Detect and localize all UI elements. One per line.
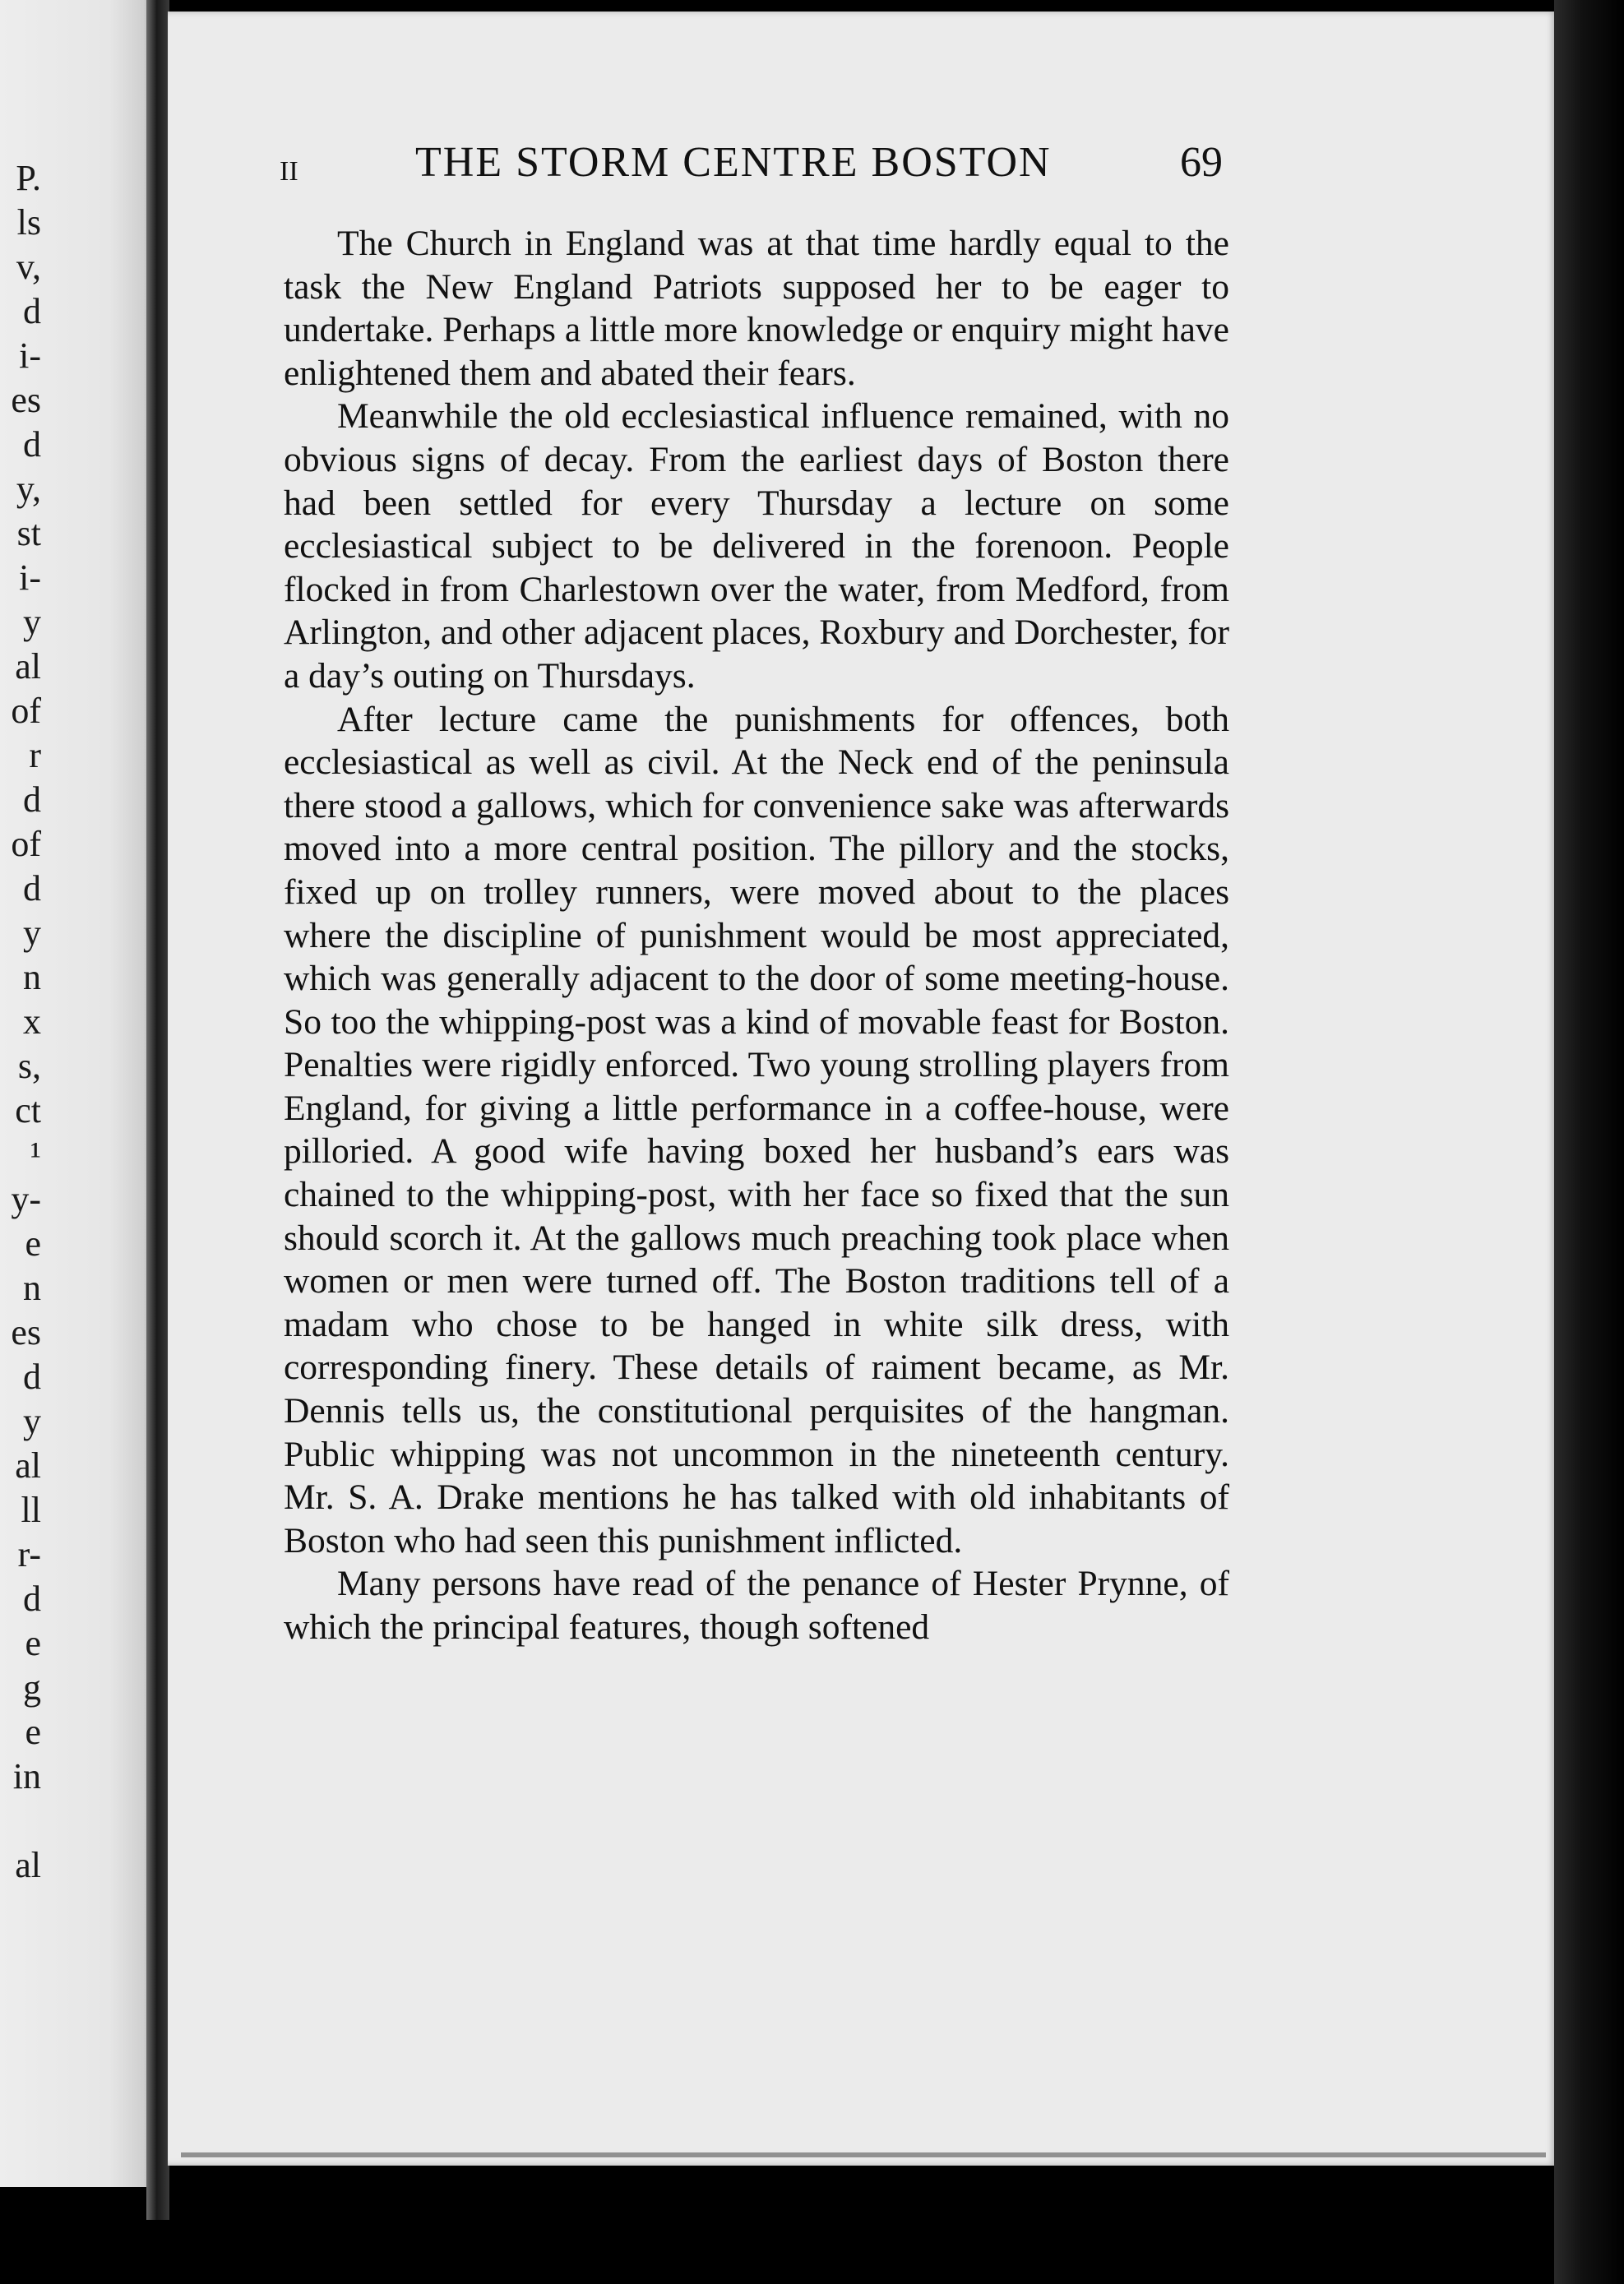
left-margin-fragment: i- — [19, 557, 41, 598]
left-margin-fragment: e — [25, 1712, 41, 1752]
running-head-title: THE STORM CENTRE BOSTON — [415, 139, 1052, 186]
left-margin-fragment: y- — [11, 1179, 41, 1219]
left-margin-fragment: of — [11, 691, 41, 731]
paragraph: After lecture came the punishments for offences, both ecclesiastical as well as civil. At the Neck end of the peninsula there stood a gallows, which for convenience sake was afterwards moved into a more central position. The pillory and the stocks, fixed up on trolley runners, were moved about to the places where the discipline of punishment would be most appreciated, which was generally adjacent to the door of some meeting-house. So too the whipping-post was a kind of movable feast for Boston. Penalties were rigidly enforced. Two young strolling players from England, for giving a little performance in a coffee-house, were pilloried. A good wife having boxed her husband’s ears was chained to the whipping-post, with her face so fixed that the sun should scorch it. At the gallows much preaching took place when women or men were turned off. The Boston traditions tell of a madam who chose to be hanged in white silk dress, with corresponding finery. These details of raiment became, as Mr. Dennis tells us, the constitutional perquisites of the hangman. Public whipping was not uncommon in the nineteenth century. Mr. S. A. Drake mentions he has talked with old inhabitants of Boston who had seen this punishment inflicted. — [284, 699, 1229, 1560]
paragraph: Meanwhile the old ecclesiastical influence remained, with no obvious signs of decay. From the earliest days of Boston there had been settled for every Thursday a lecture on some ecclesiastical subject to be delivered in the forenoon. People flocked in from Charlestown over the water, from Medford, from Arlington, and other adjacent places, Roxbury and Dorchester, for a day’s outing on Thursdays. — [284, 396, 1229, 696]
left-margin-fragment: al — [15, 646, 41, 687]
left-margin-fragment: al — [15, 1445, 41, 1486]
left-margin-fragment — [0, 1799, 41, 1843]
left-margin-fragment: d — [23, 1357, 41, 1397]
left-margin-fragment: n — [23, 957, 41, 997]
left-margin-fragment: y, — [16, 469, 41, 509]
running-head — [280, 138, 1233, 204]
left-margin-fragment: d — [23, 868, 41, 909]
left-margin-fragment: ct — [15, 1090, 41, 1130]
facing-page-left — [0, 0, 156, 2187]
left-margin-fragment: ¹ — [30, 1135, 41, 1175]
left-margin-fragment: y — [23, 1401, 41, 1441]
paragraph: The Church in England was at that time hardly equal to the task the New England Patriots supposed her to be eager to undertake. Perhaps a little more knowledge or enquiry might have enlightened them and abated their fears. — [284, 224, 1229, 393]
left-margin-fragment: e — [25, 1223, 41, 1264]
left-margin-fragment: d — [23, 424, 41, 465]
left-margin-fragment: ls — [16, 202, 41, 243]
left-margin-fragment: g — [23, 1667, 41, 1708]
page-number: 69 — [1180, 139, 1223, 186]
left-margin-fragment: s, — [17, 1046, 41, 1086]
left-margin-fragment: v, — [16, 247, 41, 287]
paragraph: Many persons have read of the penance of Hester Prynne, of which the principal features, though softened — [284, 1564, 1229, 1647]
left-margin-fragment: i- — [19, 335, 41, 376]
left-margin-fragment: es — [11, 380, 41, 420]
left-margin-fragment: of — [11, 824, 41, 864]
left-margin-fragment: st — [16, 513, 41, 553]
page-right-shadow — [1554, 0, 1624, 2284]
left-margin-fragment: al — [15, 1845, 41, 1885]
left-margin-fragment: es — [11, 1312, 41, 1352]
chapter-number: II — [280, 156, 298, 187]
left-margin-fragment: y — [23, 602, 41, 642]
left-margin-fragment: ll — [21, 1490, 41, 1530]
left-margin-fragment: r- — [17, 1534, 41, 1574]
page-bottom-edge — [181, 2152, 1546, 2157]
book-gutter — [146, 0, 169, 2220]
left-page-margin-fragments — [0, 156, 41, 1888]
left-margin-fragment: in — [12, 1756, 41, 1796]
left-margin-fragment: d — [23, 779, 41, 820]
left-margin-fragment: r — [29, 735, 41, 775]
left-margin-fragment: d — [23, 1579, 41, 1619]
left-margin-fragment: e — [25, 1623, 41, 1663]
left-margin-fragment: y — [23, 913, 41, 953]
left-margin-fragment: x — [23, 1001, 41, 1042]
left-margin-fragment: d — [23, 291, 41, 331]
body-text — [284, 222, 1229, 1649]
left-margin-fragment: P. — [16, 158, 41, 198]
left-margin-fragment: n — [23, 1268, 41, 1308]
